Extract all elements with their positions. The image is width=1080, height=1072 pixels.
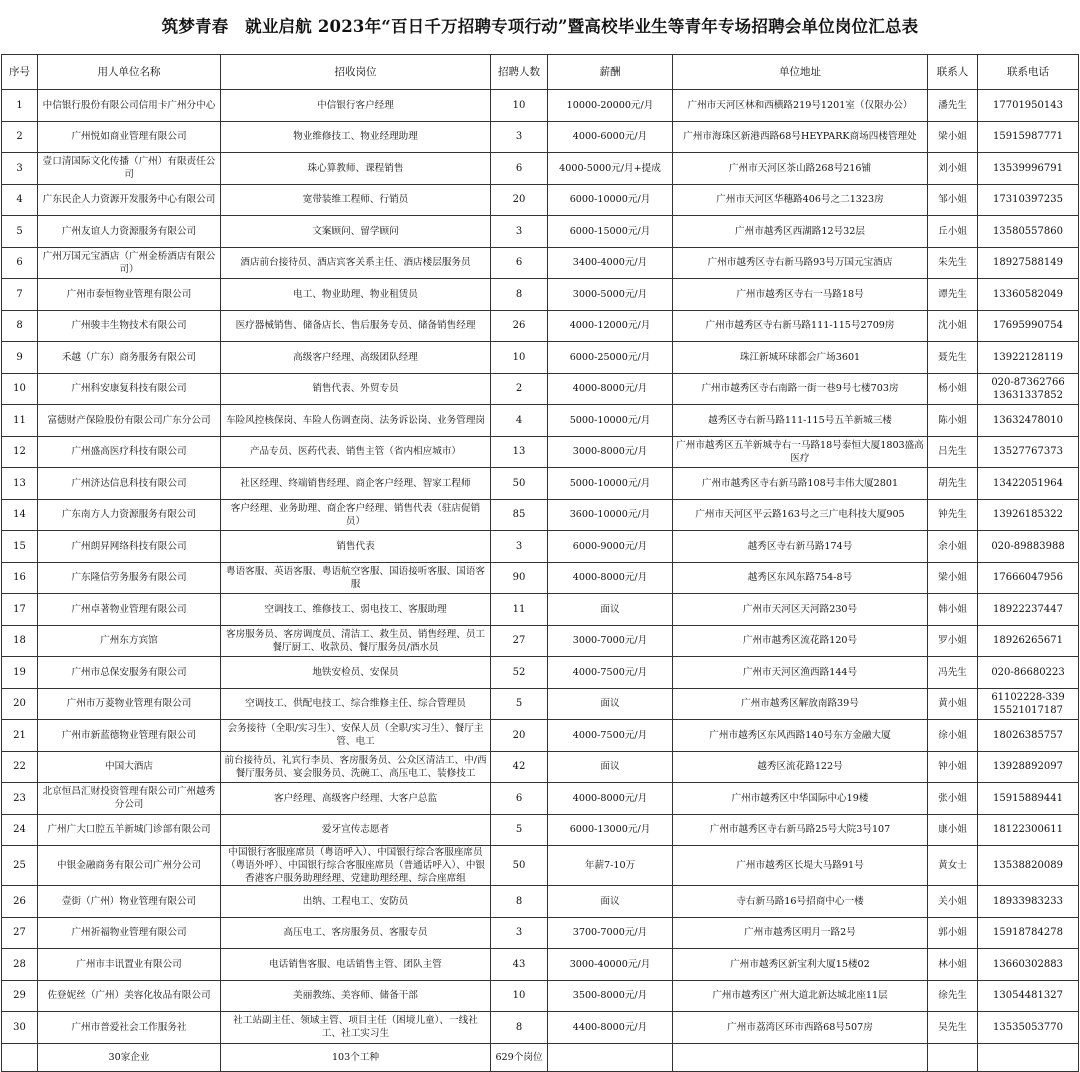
address: 广州市天河区平云路163号之三广电科技大厦905 bbox=[673, 499, 928, 531]
phone: 13527767373 bbox=[978, 436, 1079, 468]
headcount: 3 bbox=[491, 121, 548, 153]
phone: 13660302883 bbox=[978, 949, 1079, 981]
row-index: 18 bbox=[2, 625, 38, 657]
employer-name: 广州悦如商业管理有限公司 bbox=[38, 121, 221, 153]
phone: 17666047956 bbox=[978, 562, 1079, 594]
table-row bbox=[2, 562, 1079, 594]
address: 越秀区寺右新马路111-115号五羊新城三楼 bbox=[673, 405, 928, 437]
contact-person: 沈小姐 bbox=[928, 310, 978, 342]
headcount: 4 bbox=[491, 405, 548, 437]
salary: 年薪7-10万 bbox=[548, 846, 673, 886]
job-positions: 文案顾问、留学顾问 bbox=[221, 216, 491, 248]
address: 广州市越秀区长堤大马路91号 bbox=[673, 846, 928, 886]
contact-person: 刘小姐 bbox=[928, 153, 978, 185]
table-row bbox=[2, 783, 1079, 815]
address: 广州市荔湾区环市西路68号507房 bbox=[673, 1012, 928, 1044]
salary: 3000-7000元/月 bbox=[548, 625, 673, 657]
row-index: 6 bbox=[2, 247, 38, 279]
headcount: 6 bbox=[491, 153, 548, 185]
job-positions: 销售代表、外贸专员 bbox=[221, 373, 491, 405]
contact-person: 吴先生 bbox=[928, 1012, 978, 1044]
row-index: 15 bbox=[2, 531, 38, 563]
phone: 13632478010 bbox=[978, 405, 1079, 437]
address: 广州市越秀区寺右一马路18号 bbox=[673, 279, 928, 311]
row-index: 1 bbox=[2, 90, 38, 122]
employer-name: 广州市万菱物业管理有限公司 bbox=[38, 688, 221, 720]
table-row bbox=[2, 342, 1079, 374]
row-index: 4 bbox=[2, 184, 38, 216]
phone: 18922237447 bbox=[978, 594, 1079, 626]
contact-person: 梁小姐 bbox=[928, 562, 978, 594]
salary: 面议 bbox=[548, 688, 673, 720]
address: 广州市越秀区东风西路140号东方金融大厦 bbox=[673, 720, 928, 752]
row-index: 22 bbox=[2, 751, 38, 783]
total-cell-phone bbox=[978, 1043, 1079, 1071]
headcount: 11 bbox=[491, 594, 548, 626]
salary: 面议 bbox=[548, 751, 673, 783]
row-index: 23 bbox=[2, 783, 38, 815]
address: 广州市越秀区新宝利大厦15楼02 bbox=[673, 949, 928, 981]
employer-name: 广州朗昇网络科技有限公司 bbox=[38, 531, 221, 563]
phone: 13360582049 bbox=[978, 279, 1079, 311]
headcount: 85 bbox=[491, 499, 548, 531]
phone: 17695990754 bbox=[978, 310, 1079, 342]
table-row bbox=[2, 751, 1079, 783]
job-positions: 电话销售客服、电话销售主管、团队主管 bbox=[221, 949, 491, 981]
job-positions: 医疗器械销售、储备店长、售后服务专员、储备销售经理 bbox=[221, 310, 491, 342]
salary: 6000-9000元/月 bbox=[548, 531, 673, 563]
employer-name: 富德财产保险股份有限公司广东分公司 bbox=[38, 405, 221, 437]
job-positions: 电工、物业助理、物业租赁员 bbox=[221, 279, 491, 311]
phone: 17701950143 bbox=[978, 90, 1079, 122]
address: 广州市越秀区解放南路39号 bbox=[673, 688, 928, 720]
salary: 面议 bbox=[548, 886, 673, 918]
headcount: 3 bbox=[491, 531, 548, 563]
headcount: 6 bbox=[491, 783, 548, 815]
job-positions: 客房服务员、客房调度员、清洁工、救生员、销售经理、员工餐厅厨工、收款员、餐厅服务员/酒水员 bbox=[221, 625, 491, 657]
salary: 4000-7500元/月 bbox=[548, 720, 673, 752]
employer-name: 广州市丰讯置业有限公司 bbox=[38, 949, 221, 981]
table-row bbox=[2, 499, 1079, 531]
row-index: 25 bbox=[2, 846, 38, 886]
phone: 15918784278 bbox=[978, 917, 1079, 949]
table-row bbox=[2, 688, 1079, 720]
contact-person: 郭小姐 bbox=[928, 917, 978, 949]
row-index: 11 bbox=[2, 405, 38, 437]
table-row bbox=[2, 949, 1079, 981]
row-index: 10 bbox=[2, 373, 38, 405]
total-job-types: 103个工种 bbox=[221, 1043, 491, 1071]
salary: 3700-7000元/月 bbox=[548, 917, 673, 949]
salary: 4400-8000元/月 bbox=[548, 1012, 673, 1044]
employer-name: 广州东方宾馆 bbox=[38, 625, 221, 657]
table-row bbox=[2, 247, 1079, 279]
salary: 3000-40000元/月 bbox=[548, 949, 673, 981]
table-row bbox=[2, 657, 1079, 689]
total-cell-address bbox=[673, 1043, 928, 1071]
contact-person: 韩小姐 bbox=[928, 594, 978, 626]
table-row bbox=[2, 468, 1079, 500]
salary: 3400-4000元/月 bbox=[548, 247, 673, 279]
employer-name: 广州骏丰生物技术有限公司 bbox=[38, 310, 221, 342]
table-row bbox=[2, 373, 1079, 405]
salary: 4000-6000元/月 bbox=[548, 121, 673, 153]
phone: 15915889441 bbox=[978, 783, 1079, 815]
table-row bbox=[2, 625, 1079, 657]
employer-name: 广州市新蓝德物业管理有限公司 bbox=[38, 720, 221, 752]
col-header-salary: 薪酬 bbox=[548, 55, 673, 90]
employer-name: 广州市总保安服务有限公司 bbox=[38, 657, 221, 689]
salary: 3000-5000元/月 bbox=[548, 279, 673, 311]
contact-person: 陈小姐 bbox=[928, 405, 978, 437]
address: 广州市天河区渔西路144号 bbox=[673, 657, 928, 689]
contact-person: 林小姐 bbox=[928, 949, 978, 981]
col-header-positions: 招收岗位 bbox=[221, 55, 491, 90]
job-positions: 爱牙宣传志愿者 bbox=[221, 814, 491, 846]
phone: 13054481327 bbox=[978, 980, 1079, 1012]
contact-person: 杨小姐 bbox=[928, 373, 978, 405]
job-positions: 粤语客服、英语客服、粤语航空客服、国语接听客服、国语客服 bbox=[221, 562, 491, 594]
job-positions: 中信银行客户经理 bbox=[221, 90, 491, 122]
table-row bbox=[2, 531, 1079, 563]
table-row bbox=[2, 279, 1079, 311]
address: 广州市天河区天河路230号 bbox=[673, 594, 928, 626]
row-index: 13 bbox=[2, 468, 38, 500]
phone: 15915987771 bbox=[978, 121, 1079, 153]
total-cell-salary bbox=[548, 1043, 673, 1071]
salary: 4000-12000元/月 bbox=[548, 310, 673, 342]
total-positions: 629个岗位 bbox=[491, 1043, 548, 1071]
contact-person: 徐小姐 bbox=[928, 720, 978, 752]
row-index: 2 bbox=[2, 121, 38, 153]
row-index: 9 bbox=[2, 342, 38, 374]
headcount: 10 bbox=[491, 342, 548, 374]
contact-person: 钟先生 bbox=[928, 499, 978, 531]
phone: 13539996791 bbox=[978, 153, 1079, 185]
table-row bbox=[2, 405, 1079, 437]
table-row bbox=[2, 1012, 1079, 1044]
job-positions: 社工站副主任、领域主管、项目主任（困境儿童）、一线社工、社工实习生 bbox=[221, 1012, 491, 1044]
job-positions: 会务接待（全职/实习生）、安保人员（全职/实习生）、餐厅主管、电工 bbox=[221, 720, 491, 752]
contact-person: 钟小姐 bbox=[928, 751, 978, 783]
salary: 4000-8000元/月 bbox=[548, 783, 673, 815]
contact-person: 谭先生 bbox=[928, 279, 978, 311]
job-positions: 空调技工、维修技工、弱电技工、客服助理 bbox=[221, 594, 491, 626]
headcount: 42 bbox=[491, 751, 548, 783]
employer-name: 壹街（广州）物业管理有限公司 bbox=[38, 886, 221, 918]
table-row bbox=[2, 980, 1079, 1012]
employer-name: 广州卓著物业管理有限公司 bbox=[38, 594, 221, 626]
contact-person: 余小姐 bbox=[928, 531, 978, 563]
employer-name: 中国大酒店 bbox=[38, 751, 221, 783]
employer-name: 广州广大口腔五羊新城门诊部有限公司 bbox=[38, 814, 221, 846]
employer-name: 广州市普爱社会工作服务社 bbox=[38, 1012, 221, 1044]
job-positions: 物业维修技工、物业经理助理 bbox=[221, 121, 491, 153]
table-row bbox=[2, 121, 1079, 153]
address: 广州市越秀区寺右新马路111-115号2709房 bbox=[673, 310, 928, 342]
table-row bbox=[2, 216, 1079, 248]
salary: 4000-7500元/月 bbox=[548, 657, 673, 689]
address: 越秀区东风东路754-8号 bbox=[673, 562, 928, 594]
phone: 18122300611 bbox=[978, 814, 1079, 846]
address: 广州市越秀区广州大道北新达城北座11层 bbox=[673, 980, 928, 1012]
row-index: 26 bbox=[2, 886, 38, 918]
row-index: 30 bbox=[2, 1012, 38, 1044]
col-header-employer: 用人单位名称 bbox=[38, 55, 221, 90]
address: 广州市越秀区五羊新城寺右一马路18号泰恒大厦1803盛高医疗 bbox=[673, 436, 928, 468]
phone: 61102228-339 15521017187 bbox=[978, 688, 1079, 720]
headcount: 3 bbox=[491, 216, 548, 248]
phone: 13928892097 bbox=[978, 751, 1079, 783]
phone: 020-86680223 bbox=[978, 657, 1079, 689]
headcount: 5 bbox=[491, 688, 548, 720]
contact-person: 罗小姐 bbox=[928, 625, 978, 657]
table-row bbox=[2, 917, 1079, 949]
address: 广州市越秀区寺右南路一街一巷9号七楼703房 bbox=[673, 373, 928, 405]
totals-row bbox=[2, 1043, 1079, 1071]
table-row bbox=[2, 886, 1079, 918]
phone: 13926185322 bbox=[978, 499, 1079, 531]
job-positions: 中国银行客服座席员（粤语呼入）、中国银行综合客服座席员（粤语外呼）、中国银行综合客服座席员（普通话呼入）、中银香港客户服务助理经理、党建助理经理、综合座席组 bbox=[221, 846, 491, 886]
col-header-index: 序号 bbox=[2, 55, 38, 90]
employer-name: 佐登妮丝（广州）美容化妆品有限公司 bbox=[38, 980, 221, 1012]
sheet-title: 筑梦青春 就业启航 2023年“百日千万招聘专项行动”暨高校毕业生等青年专场招聘会单位岗位汇总表 bbox=[161, 17, 919, 36]
job-positions: 美丽教练、美容师、储备干部 bbox=[221, 980, 491, 1012]
headcount: 20 bbox=[491, 184, 548, 216]
col-header-headcount: 招聘人数 bbox=[491, 55, 548, 90]
phone: 18026385757 bbox=[978, 720, 1079, 752]
table-row bbox=[2, 153, 1079, 185]
contact-person: 徐先生 bbox=[928, 980, 978, 1012]
headcount: 43 bbox=[491, 949, 548, 981]
employer-name: 壹口清国际文化传播（广州）有限责任公司 bbox=[38, 153, 221, 185]
headcount: 50 bbox=[491, 846, 548, 886]
salary: 3600-10000元/月 bbox=[548, 499, 673, 531]
address: 广州市越秀区明月一路2号 bbox=[673, 917, 928, 949]
job-positions: 出纳、工程电工、安防员 bbox=[221, 886, 491, 918]
job-positions: 高压电工、客房服务员、客服专员 bbox=[221, 917, 491, 949]
job-positions: 酒店前台接待员、酒店宾客关系主任、酒店楼层服务员 bbox=[221, 247, 491, 279]
phone: 13538820089 bbox=[978, 846, 1079, 886]
row-index: 29 bbox=[2, 980, 38, 1012]
job-positions: 销售代表 bbox=[221, 531, 491, 563]
headcount: 10 bbox=[491, 980, 548, 1012]
salary: 4000-5000元/月+提成 bbox=[548, 153, 673, 185]
contact-person: 冯先生 bbox=[928, 657, 978, 689]
headcount: 3 bbox=[491, 917, 548, 949]
employer-name: 广东民企人力资源开发服务中心有限公司 bbox=[38, 184, 221, 216]
contact-person: 康小姐 bbox=[928, 814, 978, 846]
job-positions: 前台接待员、礼宾行李员、客房服务员、公众区清洁工、中/西餐厅服务员、宴会服务员、洗碗工、高压电工、装修技工 bbox=[221, 751, 491, 783]
headcount: 6 bbox=[491, 247, 548, 279]
col-header-phone: 联系电话 bbox=[978, 55, 1079, 90]
phone: 17310397235 bbox=[978, 184, 1079, 216]
employer-name: 广州市泰恒物业管理有限公司 bbox=[38, 279, 221, 311]
total-cell-contact bbox=[928, 1043, 978, 1071]
job-positions: 客户经理、高级客户经理、大客户总监 bbox=[221, 783, 491, 815]
col-header-contact: 联系人 bbox=[928, 55, 978, 90]
address: 广州市越秀区流花路120号 bbox=[673, 625, 928, 657]
address: 广州市天河区茶山路268号216铺 bbox=[673, 153, 928, 185]
address: 越秀区寺右新马路174号 bbox=[673, 531, 928, 563]
table-row bbox=[2, 720, 1079, 752]
contact-person: 邹小姐 bbox=[928, 184, 978, 216]
job-positions: 珠心算教师、课程销售 bbox=[221, 153, 491, 185]
contact-person: 张小姐 bbox=[928, 783, 978, 815]
total-cell-index bbox=[2, 1043, 38, 1071]
employer-name: 广州祈福物业管理有限公司 bbox=[38, 917, 221, 949]
address: 广州市越秀区寺右新马路25号大院3号107 bbox=[673, 814, 928, 846]
row-index: 27 bbox=[2, 917, 38, 949]
employer-name: 广东隆信劳务服务有限公司 bbox=[38, 562, 221, 594]
headcount: 8 bbox=[491, 886, 548, 918]
table-row bbox=[2, 90, 1079, 122]
headcount: 10 bbox=[491, 90, 548, 122]
contact-person: 胡先生 bbox=[928, 468, 978, 500]
salary: 6000-25000元/月 bbox=[548, 342, 673, 374]
job-positions: 产品专员、医药代表、销售主管（省内相应城市） bbox=[221, 436, 491, 468]
row-index: 7 bbox=[2, 279, 38, 311]
contact-person: 黄小姐 bbox=[928, 688, 978, 720]
employer-name: 中信银行股份有限公司信用卡广州分中心 bbox=[38, 90, 221, 122]
row-index: 28 bbox=[2, 949, 38, 981]
phone: 13535053770 bbox=[978, 1012, 1079, 1044]
col-header-address: 单位地址 bbox=[673, 55, 928, 90]
headcount: 5 bbox=[491, 814, 548, 846]
row-index: 3 bbox=[2, 153, 38, 185]
employer-name: 广州万国元宝酒店（广州金桥酒店有限公司） bbox=[38, 247, 221, 279]
job-positions: 高级客户经理、高级团队经理 bbox=[221, 342, 491, 374]
headcount: 52 bbox=[491, 657, 548, 689]
salary: 3500-8000元/月 bbox=[548, 980, 673, 1012]
phone: 18927588149 bbox=[978, 247, 1079, 279]
job-positions: 客户经理、业务助理、商企客户经理、销售代表（驻店促销员） bbox=[221, 499, 491, 531]
row-index: 5 bbox=[2, 216, 38, 248]
phone: 020-87362766 13631337852 bbox=[978, 373, 1079, 405]
table-row bbox=[2, 846, 1079, 886]
header-row bbox=[2, 55, 1079, 90]
salary: 4000-8000元/月 bbox=[548, 562, 673, 594]
table-row bbox=[2, 814, 1079, 846]
headcount: 13 bbox=[491, 436, 548, 468]
table-row bbox=[2, 184, 1079, 216]
address: 广州市海珠区新港西路68号HEYPARK商场四楼管理处 bbox=[673, 121, 928, 153]
row-index: 24 bbox=[2, 814, 38, 846]
salary: 4000-8000元/月 bbox=[548, 373, 673, 405]
employer-name: 广州济达信息科技有限公司 bbox=[38, 468, 221, 500]
contact-person: 吕先生 bbox=[928, 436, 978, 468]
address: 越秀区流花路122号 bbox=[673, 751, 928, 783]
contact-person: 梁小姐 bbox=[928, 121, 978, 153]
address: 广州市越秀区中华国际中心19楼 bbox=[673, 783, 928, 815]
headcount: 8 bbox=[491, 1012, 548, 1044]
headcount: 8 bbox=[491, 279, 548, 311]
job-positions: 地铁安检员、安保员 bbox=[221, 657, 491, 689]
table-row bbox=[2, 594, 1079, 626]
salary: 面议 bbox=[548, 594, 673, 626]
address: 广州市天河区华穗路406号之二1323房 bbox=[673, 184, 928, 216]
address: 广州市越秀区西湖路12号32层 bbox=[673, 216, 928, 248]
row-index: 21 bbox=[2, 720, 38, 752]
phone: 18933983233 bbox=[978, 886, 1079, 918]
recruitment-table bbox=[1, 54, 1079, 1072]
phone: 020-89883988 bbox=[978, 531, 1079, 563]
salary: 5000-10000元/月 bbox=[548, 405, 673, 437]
row-index: 16 bbox=[2, 562, 38, 594]
salary: 5000-10000元/月 bbox=[548, 468, 673, 500]
row-index: 17 bbox=[2, 594, 38, 626]
employer-name: 广东南方人力资源服务有限公司 bbox=[38, 499, 221, 531]
job-positions: 车险风控核保岗、车险人伤调查岗、法务诉讼岗、业务管理岗 bbox=[221, 405, 491, 437]
contact-person: 朱先生 bbox=[928, 247, 978, 279]
contact-person: 黄女士 bbox=[928, 846, 978, 886]
job-positions: 空调技工、供配电技工、综合维修主任、综合管理员 bbox=[221, 688, 491, 720]
headcount: 20 bbox=[491, 720, 548, 752]
table-row bbox=[2, 310, 1079, 342]
phone: 13922128119 bbox=[978, 342, 1079, 374]
table-row bbox=[2, 436, 1079, 468]
job-positions: 社区经理、终端销售经理、商企客户经理、智家工程师 bbox=[221, 468, 491, 500]
employer-name: 广州友谊人力资源服务有限公司 bbox=[38, 216, 221, 248]
row-index: 8 bbox=[2, 310, 38, 342]
job-positions: 宽带装维工程师、行销员 bbox=[221, 184, 491, 216]
employer-name: 广州盛高医疗科技有限公司 bbox=[38, 436, 221, 468]
salary: 3000-8000元/月 bbox=[548, 436, 673, 468]
phone: 18926265671 bbox=[978, 625, 1079, 657]
phone: 13580557860 bbox=[978, 216, 1079, 248]
employer-name: 广州科安康复科技有限公司 bbox=[38, 373, 221, 405]
row-index: 19 bbox=[2, 657, 38, 689]
phone: 13422051964 bbox=[978, 468, 1079, 500]
employer-name: 禾越（广东）商务服务有限公司 bbox=[38, 342, 221, 374]
salary: 6000-13000元/月 bbox=[548, 814, 673, 846]
address: 广州市越秀区寺右新马路93号万国元宝酒店 bbox=[673, 247, 928, 279]
salary: 6000-15000元/月 bbox=[548, 216, 673, 248]
headcount: 50 bbox=[491, 468, 548, 500]
salary: 10000-20000元/月 bbox=[548, 90, 673, 122]
employer-name: 中银金融商务有限公司广州分公司 bbox=[38, 846, 221, 886]
contact-person: 聂先生 bbox=[928, 342, 978, 374]
address: 珠江新城环球都会广场3601 bbox=[673, 342, 928, 374]
row-index: 14 bbox=[2, 499, 38, 531]
address: 广州市天河区林和西横路219号1201室（仅限办公） bbox=[673, 90, 928, 122]
headcount: 90 bbox=[491, 562, 548, 594]
row-index: 20 bbox=[2, 688, 38, 720]
address: 寺右新马路16号招商中心一楼 bbox=[673, 886, 928, 918]
headcount: 2 bbox=[491, 373, 548, 405]
employer-name: 北京恒昌汇财投资管理有限公司广州越秀分公司 bbox=[38, 783, 221, 815]
headcount: 26 bbox=[491, 310, 548, 342]
contact-person: 关小姐 bbox=[928, 886, 978, 918]
contact-person: 潘先生 bbox=[928, 90, 978, 122]
row-index: 12 bbox=[2, 436, 38, 468]
salary: 6000-10000元/月 bbox=[548, 184, 673, 216]
headcount: 27 bbox=[491, 625, 548, 657]
total-companies: 30家企业 bbox=[38, 1043, 221, 1071]
address: 广州市越秀区寺右新马路108号丰伟大厦2801 bbox=[673, 468, 928, 500]
contact-person: 丘小姐 bbox=[928, 216, 978, 248]
